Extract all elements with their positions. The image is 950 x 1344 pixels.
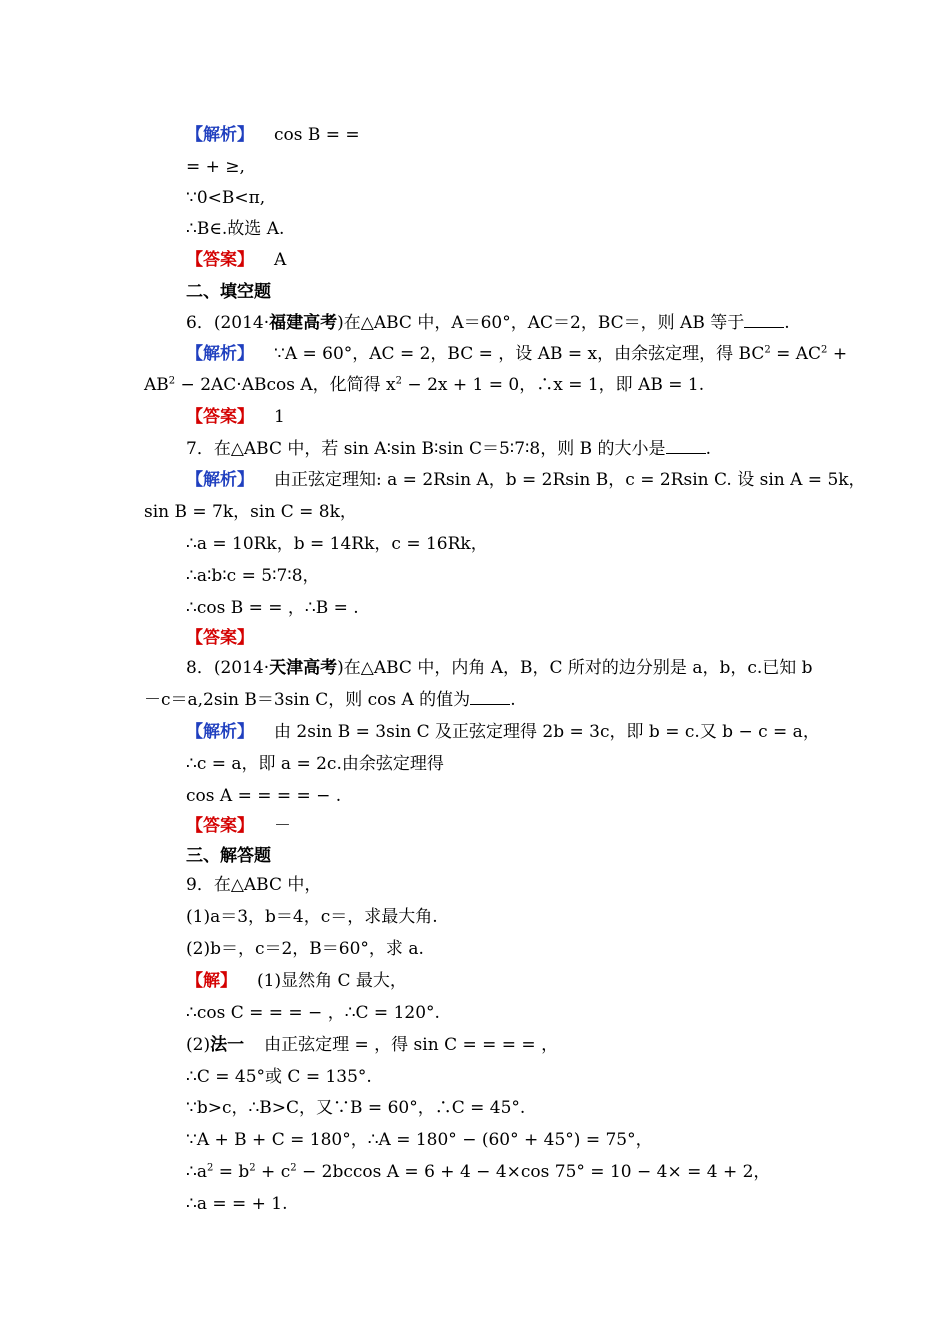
tag-daan: 【答案】	[186, 816, 254, 836]
text: .	[705, 439, 711, 459]
text: ∴C = 45°或 C = 135°.	[186, 1067, 372, 1087]
q9-solution-5	[186, 1097, 525, 1119]
line-5-answer	[186, 249, 286, 271]
line-4	[186, 218, 284, 240]
line-2	[186, 156, 245, 178]
q7-solution-2	[144, 501, 357, 523]
text: .	[510, 690, 516, 710]
q8-solution-3	[186, 785, 341, 807]
tag-daan: 【答案】	[186, 628, 254, 648]
source: 福建高考	[269, 313, 338, 333]
text: 6．(2014·	[186, 313, 270, 333]
tag-daan: 【答案】	[186, 250, 254, 270]
line-3	[186, 187, 265, 209]
text: = AC	[770, 344, 822, 364]
q9-solution-8	[186, 1193, 288, 1215]
text: = + ≥,	[186, 157, 245, 177]
text: ∵0<B<π,	[186, 188, 266, 208]
text: －c＝a,2sin B＝3sin C，则 cos A 的值为	[144, 690, 471, 710]
text: − 2AC·ABcos A，化简得 x	[175, 375, 396, 395]
q8-solution-1	[186, 721, 820, 743]
text: A	[274, 250, 287, 270]
q9-part-2	[186, 938, 424, 960]
text: 由 2sin B = 3sin C 及正弦定理得 2b = 3c，即 b = c.又 b − c = a，	[274, 722, 820, 742]
q9-solution-2	[186, 1002, 440, 1024]
text: )在△ABC 中，A＝60°，AC＝2，BC＝，则 AB 等于	[337, 313, 745, 333]
text: ∴cos B = = ，∴B = .	[186, 598, 359, 618]
text: (2)b＝，c＝2，B＝60°，求 a.	[186, 939, 424, 959]
tag-jiexi: 【解析】	[186, 470, 254, 490]
blank	[666, 439, 706, 454]
source: 天津高考	[269, 658, 338, 678]
question-8-line-2	[144, 689, 516, 711]
blank	[744, 313, 784, 328]
q9-part-1	[186, 906, 438, 928]
q7-solution-3	[186, 533, 488, 555]
section-fill-blank	[186, 281, 271, 303]
sup: 2	[764, 344, 771, 356]
q6-answer	[186, 406, 285, 428]
sup: 2	[821, 344, 828, 356]
text: ∵A + B + C = 180°，∴A = 180° − (60° + 45°) = 75°，	[186, 1130, 653, 1150]
text: cos B = =	[274, 125, 360, 145]
tag-jiexi: 【解析】	[186, 344, 254, 364]
text: (1)a＝3，b＝4，c＝，求最大角.	[186, 907, 438, 927]
question-6	[186, 312, 790, 334]
sup: 2	[249, 1162, 256, 1174]
question-8-line-1	[186, 657, 813, 679]
text: +	[827, 344, 848, 364]
blank	[470, 690, 510, 705]
text: 7．在△ABC 中，若 sin A∶sin B∶sin C＝5∶7∶8，则 B 的大小是	[186, 439, 666, 459]
text: )在△ABC 中，内角 A，B，C 所对的边分别是 a，b，c.已知 b	[337, 658, 813, 678]
text: (2)	[186, 1035, 211, 1055]
q9-solution-4	[186, 1066, 372, 1088]
text: ∵b>c，∴B>C，又∵B = 60°，∴C = 45°.	[186, 1098, 526, 1118]
section-title: 二、填空题	[186, 282, 271, 302]
text: AB	[144, 375, 169, 395]
sup: 2	[395, 375, 403, 387]
tag-jiexi: 【解析】	[186, 125, 254, 145]
text: ∴a = 10Rk，b = 14Rk，c = 16Rk，	[186, 534, 488, 554]
q9-solution-7	[186, 1161, 770, 1183]
q6-solution-2	[144, 374, 704, 396]
q6-solution-1	[186, 343, 847, 365]
tag-daan: 【答案】	[186, 407, 254, 427]
text: 由正弦定理知: a = 2Rsin A，b = 2Rsin B，c = 2Rsin C. 设 sin A = 5k，	[274, 470, 866, 490]
q8-answer	[186, 815, 291, 837]
text: ∴B∈.故选 A.	[186, 219, 285, 239]
section-solve	[186, 845, 271, 867]
sup: 2	[290, 1162, 297, 1174]
text: − 2bccos A = 6 + 4 − 4×cos 75° = 10 − 4× = 4 + 2，	[296, 1162, 771, 1182]
text: 由正弦定理 = ，得 sin C = = = = ，	[264, 1035, 559, 1055]
text: ∴a = = + 1.	[186, 1194, 288, 1214]
sup: 2	[206, 1162, 214, 1174]
text: sin B = 7k，sin C = 8k，	[144, 502, 357, 522]
sup: 2	[168, 375, 176, 387]
q9-solution-6	[186, 1129, 653, 1151]
q7-answer	[186, 627, 254, 649]
q9-solution-1	[186, 970, 407, 992]
line-1	[186, 124, 360, 146]
text: .	[784, 313, 790, 333]
text: ∴cos C = = = − ，∴C = 120°.	[186, 1003, 440, 1023]
text: − 2x + 1 = 0，∴x = 1，即 AB = 1.	[402, 375, 705, 395]
section-title: 三、解答题	[186, 846, 271, 866]
method-label: 法一	[210, 1035, 245, 1055]
q8-solution-2	[186, 753, 444, 775]
text: (1)显然角 C 最大，	[257, 971, 407, 991]
text: －	[274, 816, 291, 836]
q7-solution-5	[186, 597, 359, 619]
q9-solution-3	[186, 1034, 558, 1056]
question-7	[186, 438, 711, 460]
text: ∵A = 60°，AC = 2，BC = ，设 AB = x，由余弦定理，得 BC	[274, 344, 765, 364]
question-9	[186, 874, 321, 896]
tag-jiexi: 【解析】	[186, 722, 254, 742]
text: 8．(2014·	[186, 658, 270, 678]
q7-solution-4	[186, 565, 320, 587]
text: 9．在△ABC 中，	[186, 875, 322, 895]
q7-solution-1	[186, 469, 866, 491]
text: ∴c = a，即 a = 2c.由余弦定理得	[186, 754, 444, 774]
text: ∴a∶b∶c = 5∶7∶8，	[186, 566, 320, 586]
text: 1	[274, 407, 285, 427]
text: + c	[255, 1162, 291, 1182]
text: = b	[213, 1162, 250, 1182]
text: ∴a	[186, 1162, 207, 1182]
text: cos A = = = = − .	[186, 786, 342, 806]
tag-jie: 【解】	[186, 971, 237, 991]
